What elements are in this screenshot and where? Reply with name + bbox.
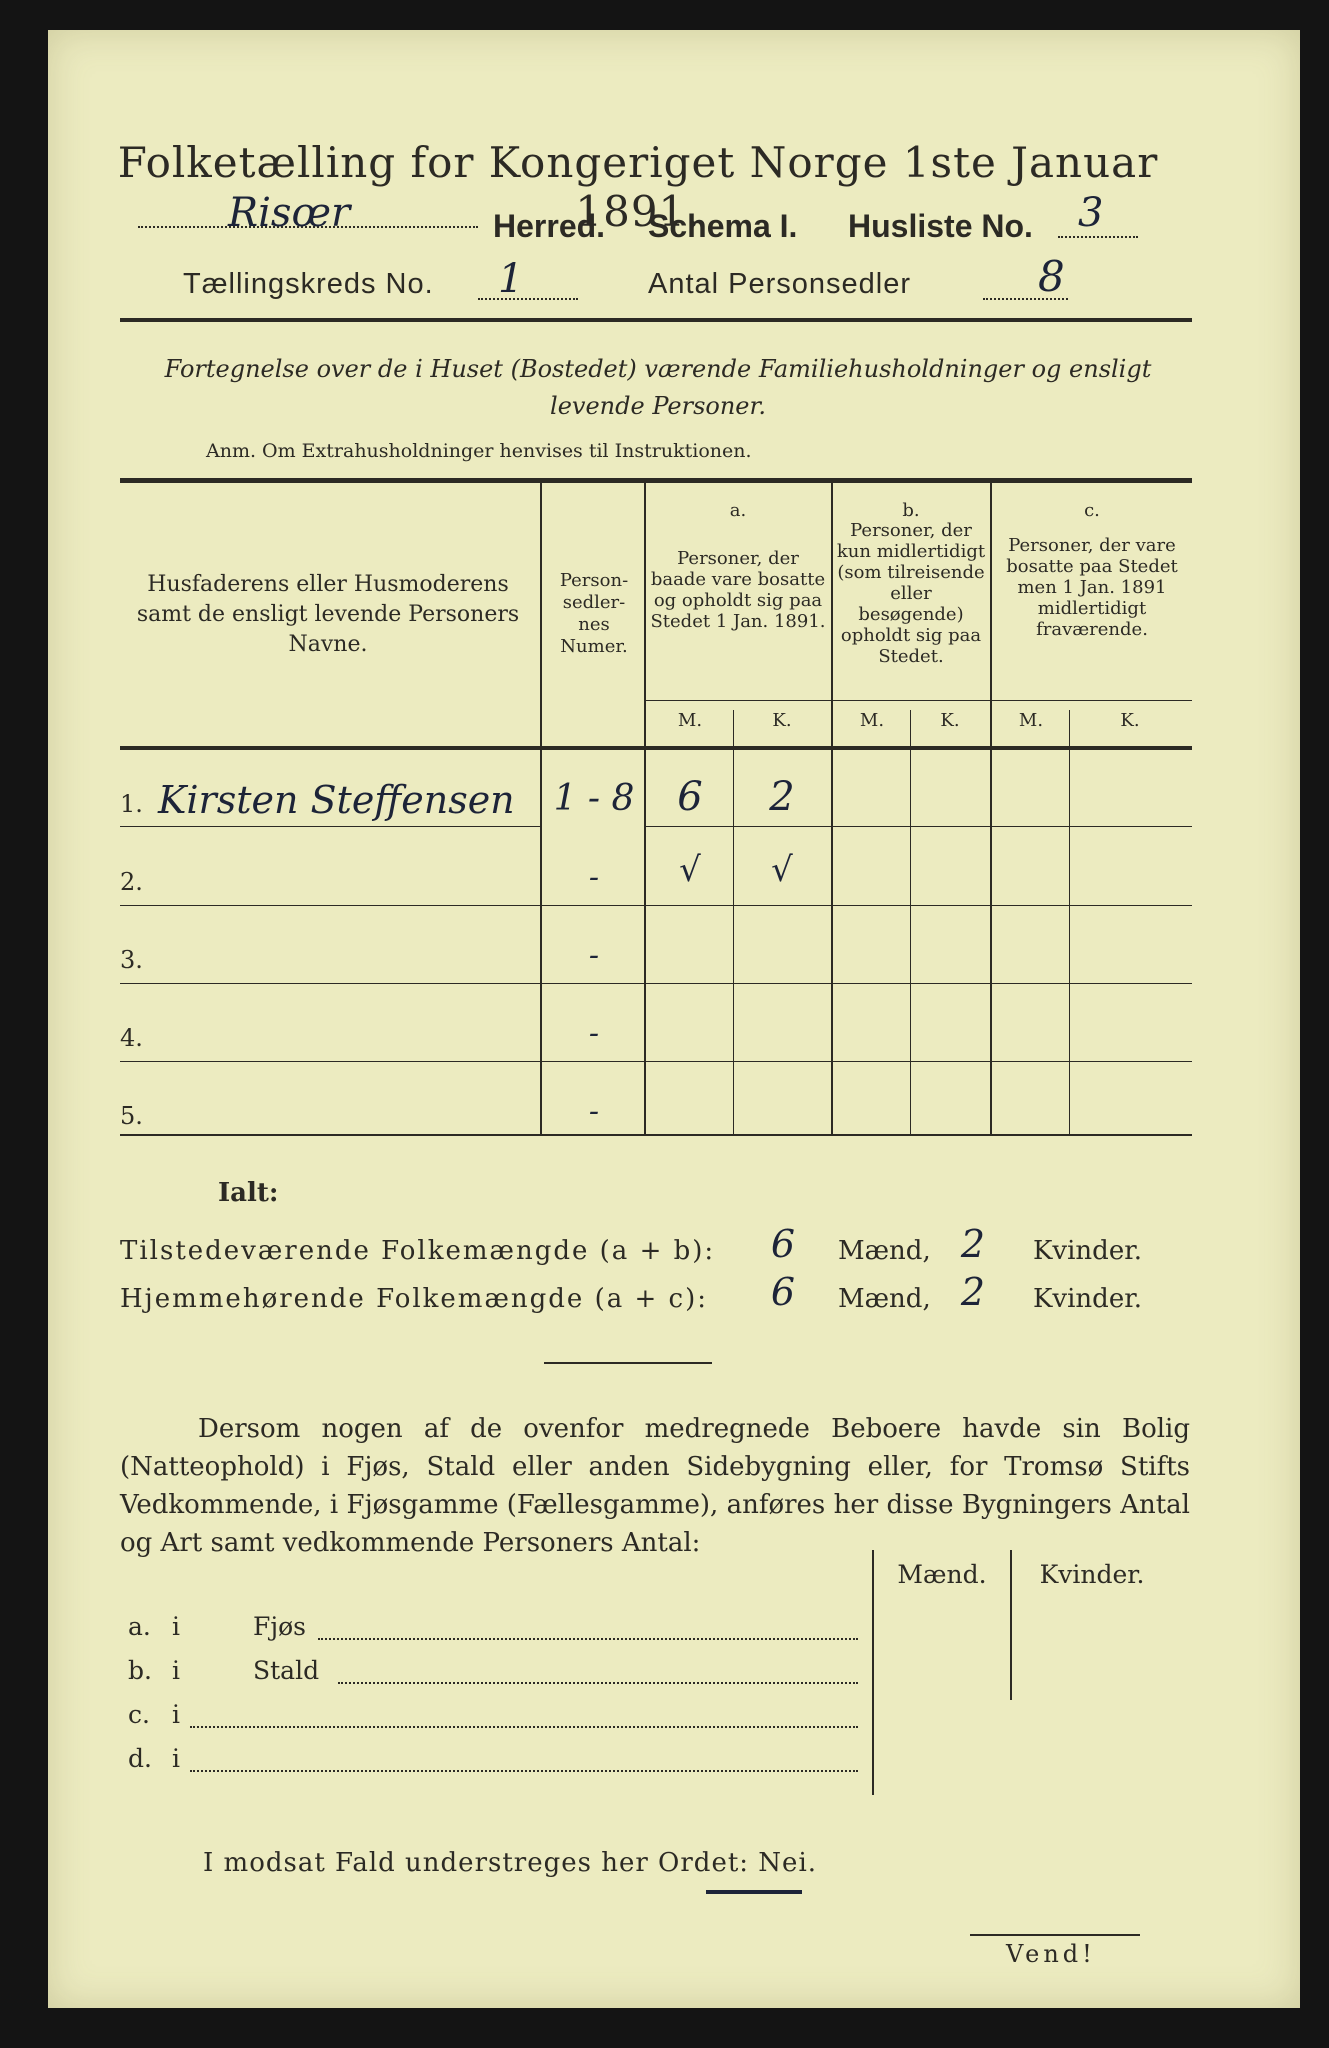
vend-rule xyxy=(970,1934,1140,1936)
row-person-numbers: - xyxy=(588,1016,600,1051)
building-row-letter: b. xyxy=(128,1656,152,1685)
building-row-letter: c. xyxy=(128,1700,150,1729)
col-b-letter: b. xyxy=(902,500,920,521)
building-row-prep: i xyxy=(172,1700,180,1729)
personsedler-label: Antal Personsedler xyxy=(648,268,912,300)
totals-line1-maend: Mænd, xyxy=(838,1236,931,1266)
totals-heading: Ialt: xyxy=(218,1178,279,1208)
row-line xyxy=(120,905,1192,906)
row-a-k: √ xyxy=(771,850,793,890)
a-m-label: M. xyxy=(677,710,703,731)
buildings-paragraph: Dersom nogen af de ovenfor medregnede Beboere havde sin Bolig (Natteophold) i Fjøs, Stald eller anden Sidebygning eller, for Tromsø Stifts Vedkommende, i Fjøsgamme (Fællesgamme), anføres her disse Bygningers Antal og Art samt vedkommende Personers Antal: xyxy=(120,1414,1190,1558)
totals-line1-label: Tilstedeværende Folkemængde (a + b): xyxy=(120,1236,716,1266)
row-number: 2. xyxy=(120,868,143,896)
herred-value: Risœr xyxy=(228,190,351,236)
col-divider-c-mk xyxy=(1069,710,1070,1134)
row-line xyxy=(120,826,540,827)
mk-header-rule xyxy=(646,700,1192,701)
kreds-label: Tællingskreds No. xyxy=(183,268,434,300)
husliste-label: Husliste No. xyxy=(848,208,1033,244)
header-rule xyxy=(120,318,1192,322)
col-divider-b-mk xyxy=(910,710,911,1134)
row-person-numbers: - xyxy=(588,1094,600,1129)
row-line xyxy=(120,1061,1192,1062)
row-number: 1. xyxy=(120,790,143,818)
herred-label: Herred. xyxy=(493,208,606,244)
b-k-label: K. xyxy=(940,710,960,731)
row-number: 4. xyxy=(120,1024,143,1052)
totals-line2-k: 2 xyxy=(960,1270,986,1314)
table-bottom-rule xyxy=(120,1134,1192,1136)
totals-line2-maend: Mænd, xyxy=(838,1284,931,1314)
row-name: Kirsten Steffensen xyxy=(158,778,515,822)
personsedler-value: 8 xyxy=(1038,252,1065,301)
building-row-dots xyxy=(190,1726,858,1728)
nei-underline xyxy=(706,1890,802,1894)
table-header-rule xyxy=(120,746,1192,750)
section-divider xyxy=(544,1362,712,1364)
col-divider-b xyxy=(990,480,992,1134)
c-m-label: M. xyxy=(1018,710,1044,731)
building-row-letter: d. xyxy=(128,1744,152,1773)
buildings-maend-header: Mænd. xyxy=(897,1560,987,1589)
row-a-k: 2 xyxy=(769,774,795,820)
c-k-label: K. xyxy=(1120,710,1140,731)
row-person-numbers: 1 - 8 xyxy=(553,778,635,819)
col-a-letter: a. xyxy=(729,500,747,521)
kreds-value: 1 xyxy=(498,256,524,302)
buildings-kvinder-header: Kvinder. xyxy=(1039,1560,1145,1589)
row-number: 5. xyxy=(120,1102,143,1130)
col-divider-a xyxy=(831,480,833,1134)
husliste-dots xyxy=(1058,236,1138,238)
col-name-header: Husfaderens eller Husmoderens samt de ensligt levende Personers Navne. xyxy=(136,572,520,657)
totals-line2-kvinder: Kvinder. xyxy=(1033,1284,1143,1314)
husliste-value: 3 xyxy=(1078,190,1104,236)
building-row-letter: a. xyxy=(128,1612,151,1641)
vend-label: Vend! xyxy=(1006,1940,1096,1968)
intro-line2: levende Personer. xyxy=(550,392,766,420)
totals-line2-label: Hjemmehørende Folkemængde (a + c): xyxy=(120,1284,708,1314)
building-row-label: Fjøs xyxy=(253,1612,306,1641)
census-form xyxy=(48,30,1300,2008)
intro-line1: Fortegnelse over de i Huset (Bostedet) værende Familiehusholdninger og ensligt xyxy=(164,355,1152,383)
totals-line1-kvinder: Kvinder. xyxy=(1033,1236,1143,1266)
building-row-dots xyxy=(318,1638,858,1640)
row-line xyxy=(120,983,1192,984)
kreds-dots xyxy=(478,298,578,300)
col-c-header: Personer, der vare bosatte paa Stedet men 1 Jan. 1891 midlertidigt fraværende. xyxy=(1006,535,1178,640)
intro-note: Anm. Om Extrahusholdninger henvises til Instruktionen. xyxy=(206,440,752,462)
row-line xyxy=(646,826,1192,827)
col-a-header: Personer, der baade vare bosatte og opholdt sig paa Stedet 1 Jan. 1891. xyxy=(650,548,826,632)
row-a-m: √ xyxy=(679,850,701,890)
totals-line1-m: 6 xyxy=(770,1222,796,1266)
schema-label: Schema I. xyxy=(648,208,798,244)
table-top-rule xyxy=(120,478,1192,483)
nei-instruction: I modsat Fald understreges her Ordet: Nei. xyxy=(203,1848,818,1878)
building-row-prep: i xyxy=(172,1612,180,1641)
row-a-m: 6 xyxy=(677,774,703,820)
col-divider-name xyxy=(540,480,542,1134)
col-divider-num xyxy=(644,480,646,1134)
totals-line1-k: 2 xyxy=(960,1222,986,1266)
row-person-numbers: - xyxy=(588,938,600,973)
a-k-label: K. xyxy=(772,710,792,731)
building-row-dots xyxy=(338,1682,858,1684)
col-b-header: Personer, der kun midlertidigt (som tilreisende eller besøgende) opholdt sig paa Stedet. xyxy=(836,520,986,667)
b-m-label: M. xyxy=(859,710,885,731)
totals-line2-m: 6 xyxy=(770,1270,796,1314)
building-row-dots xyxy=(190,1770,858,1772)
building-row-prep: i xyxy=(172,1656,180,1685)
col-c-letter: c. xyxy=(1084,500,1100,521)
building-row-label: Stald xyxy=(253,1656,320,1685)
building-row-prep: i xyxy=(172,1744,180,1773)
col-num-header: Person-sedler-nes Numer. xyxy=(559,570,629,657)
row-person-numbers: - xyxy=(588,860,600,895)
row-number: 3. xyxy=(120,946,143,974)
form-title: Folketælling for Kongeriget Norge 1ste Januar 1891. xyxy=(117,138,1159,236)
